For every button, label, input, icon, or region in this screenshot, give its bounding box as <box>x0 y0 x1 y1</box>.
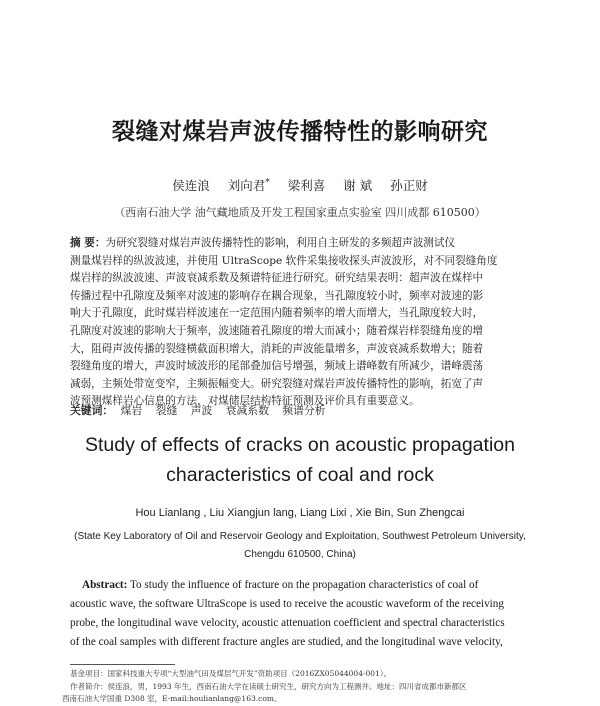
author-1: 侯连浪 <box>172 178 210 193</box>
english-authors: Hou Lianlang , Liu Xiangjun lang, Liang Lixi , Xie Bin, Sun Zhengcai <box>135 507 465 519</box>
english-title <box>0 430 600 490</box>
abstract-line: 波预测煤样岩心信息的方法，对煤储层结构特征预测及评价具有重要意义。 <box>70 395 420 408</box>
title-line: characteristics of coal and rock <box>166 464 434 486</box>
abstract-line: 大，阻碍声波传播的裂缝横截面积增大，消耗的声波能量增多，声波衰减系数增大；随着 <box>70 342 484 355</box>
keyword: 衰减系数 <box>225 404 269 417</box>
footnote-author-bio: 作者简介：侯连浪，男，1993 年生，西南石油大学在读硕士研究生，研究方向为工程测井。地址：四川省成都市新都区 <box>70 681 467 691</box>
author-3: 梁利喜 <box>287 178 326 193</box>
keyword: 声波 <box>190 404 213 417</box>
abstract-line: 煤岩样的纵波波速、声波衰减系数及频谱特征进行研究。研究结果表明：超声波在煤样中 <box>70 272 484 285</box>
chinese-keywords <box>70 403 540 418</box>
title-line: Study of effects of cracks on acoustic propagation <box>85 434 515 456</box>
keywords-label: 关键词： <box>70 404 114 417</box>
footnote-divider <box>70 664 175 665</box>
keyword: 裂缝 <box>155 404 178 417</box>
abstract-line: 测量煤岩样的纵波波速，并使用 UltraScope 软件采集接收探头声波波形，对不同裂缝角度 <box>70 254 498 267</box>
affiliation-line: (State Key Laboratory of Oil and Reservoir Geology and Exploitation, Southwest Petroleum University, <box>74 531 526 542</box>
abstract-line: 传播过程中孔隙度及频率对波速的影响存在耦合现象，当孔隙度较小时，频率对波速的影 <box>70 289 484 302</box>
chinese-authors <box>0 176 600 194</box>
footnote-funding: 基金项目：国家科技重大专项“大型油气田及煤层气开发”资助项目（2016ZX05044004-001）。 <box>70 669 392 678</box>
author-5: 孙正财 <box>390 178 428 193</box>
corresponding-mark: * <box>265 177 270 188</box>
author-4: 谢 斌 <box>343 178 373 193</box>
abstract-line-1: Abstract: To study the influence of fracture on the propagation characteristics of coal of <box>82 579 479 591</box>
abstract-label: 摘 要： <box>70 237 106 249</box>
abstract-line: of the coal samples with different fracture angles are studied, and the longitudinal wave velocity, <box>70 636 503 648</box>
abstract-line: probe, the longitudinal wave velocity, acoustic attenuation coefficient and spectral characteristics <box>70 617 505 629</box>
chinese-affiliation: （西南石油大学 油气藏地质及开发工程国家重点实验室 四川成都 610500） <box>114 206 486 219</box>
abstract-line: 孔隙度对波速的影响大于频率，波速随着孔隙度的增大而减小；随着煤岩样裂缝角度的增 <box>70 324 484 337</box>
keyword: 频谱分析 <box>282 404 326 417</box>
abstract-line: 响大于孔隙度，此时煤岩样波速在一定范围内随着频率的增大而增大，当孔隙度较大时， <box>70 307 484 320</box>
author-2: 刘向君* <box>227 177 270 193</box>
footnotes <box>62 668 542 706</box>
chinese-title: 裂缝对煤岩声波传播特性的影响研究 <box>112 118 488 145</box>
affiliation-line: Chengdu 610500, China) <box>244 549 356 560</box>
abstract-line-1: 摘 要：为研究裂缝对煤岩声波传播特性的影响，利用自主研发的多频超声波测试仪 <box>70 237 456 249</box>
english-affiliation <box>0 528 600 564</box>
english-abstract <box>70 576 540 652</box>
abstract-line: 裂缝角度的增大，声波时域波形的尾部叠加信号增强，频域上谱峰数有所减少，谱峰震荡 <box>70 360 484 373</box>
footnote-address: 西南石油大学国重 D308 室，E-mail:houlianlang@163.com。 <box>62 694 282 703</box>
abstract-label: Abstract: <box>82 579 128 591</box>
keyword: 煤岩 <box>120 404 143 417</box>
abstract-line: acoustic wave, the software UltraScope is used to receive the acoustic waveform of the receiving <box>70 598 504 610</box>
abstract-line: 减弱，主频处带宽变窄，主频振幅变大。研究裂缝对煤岩声波传播特性的影响，拓宽了声 <box>70 377 484 390</box>
chinese-abstract <box>70 235 540 411</box>
